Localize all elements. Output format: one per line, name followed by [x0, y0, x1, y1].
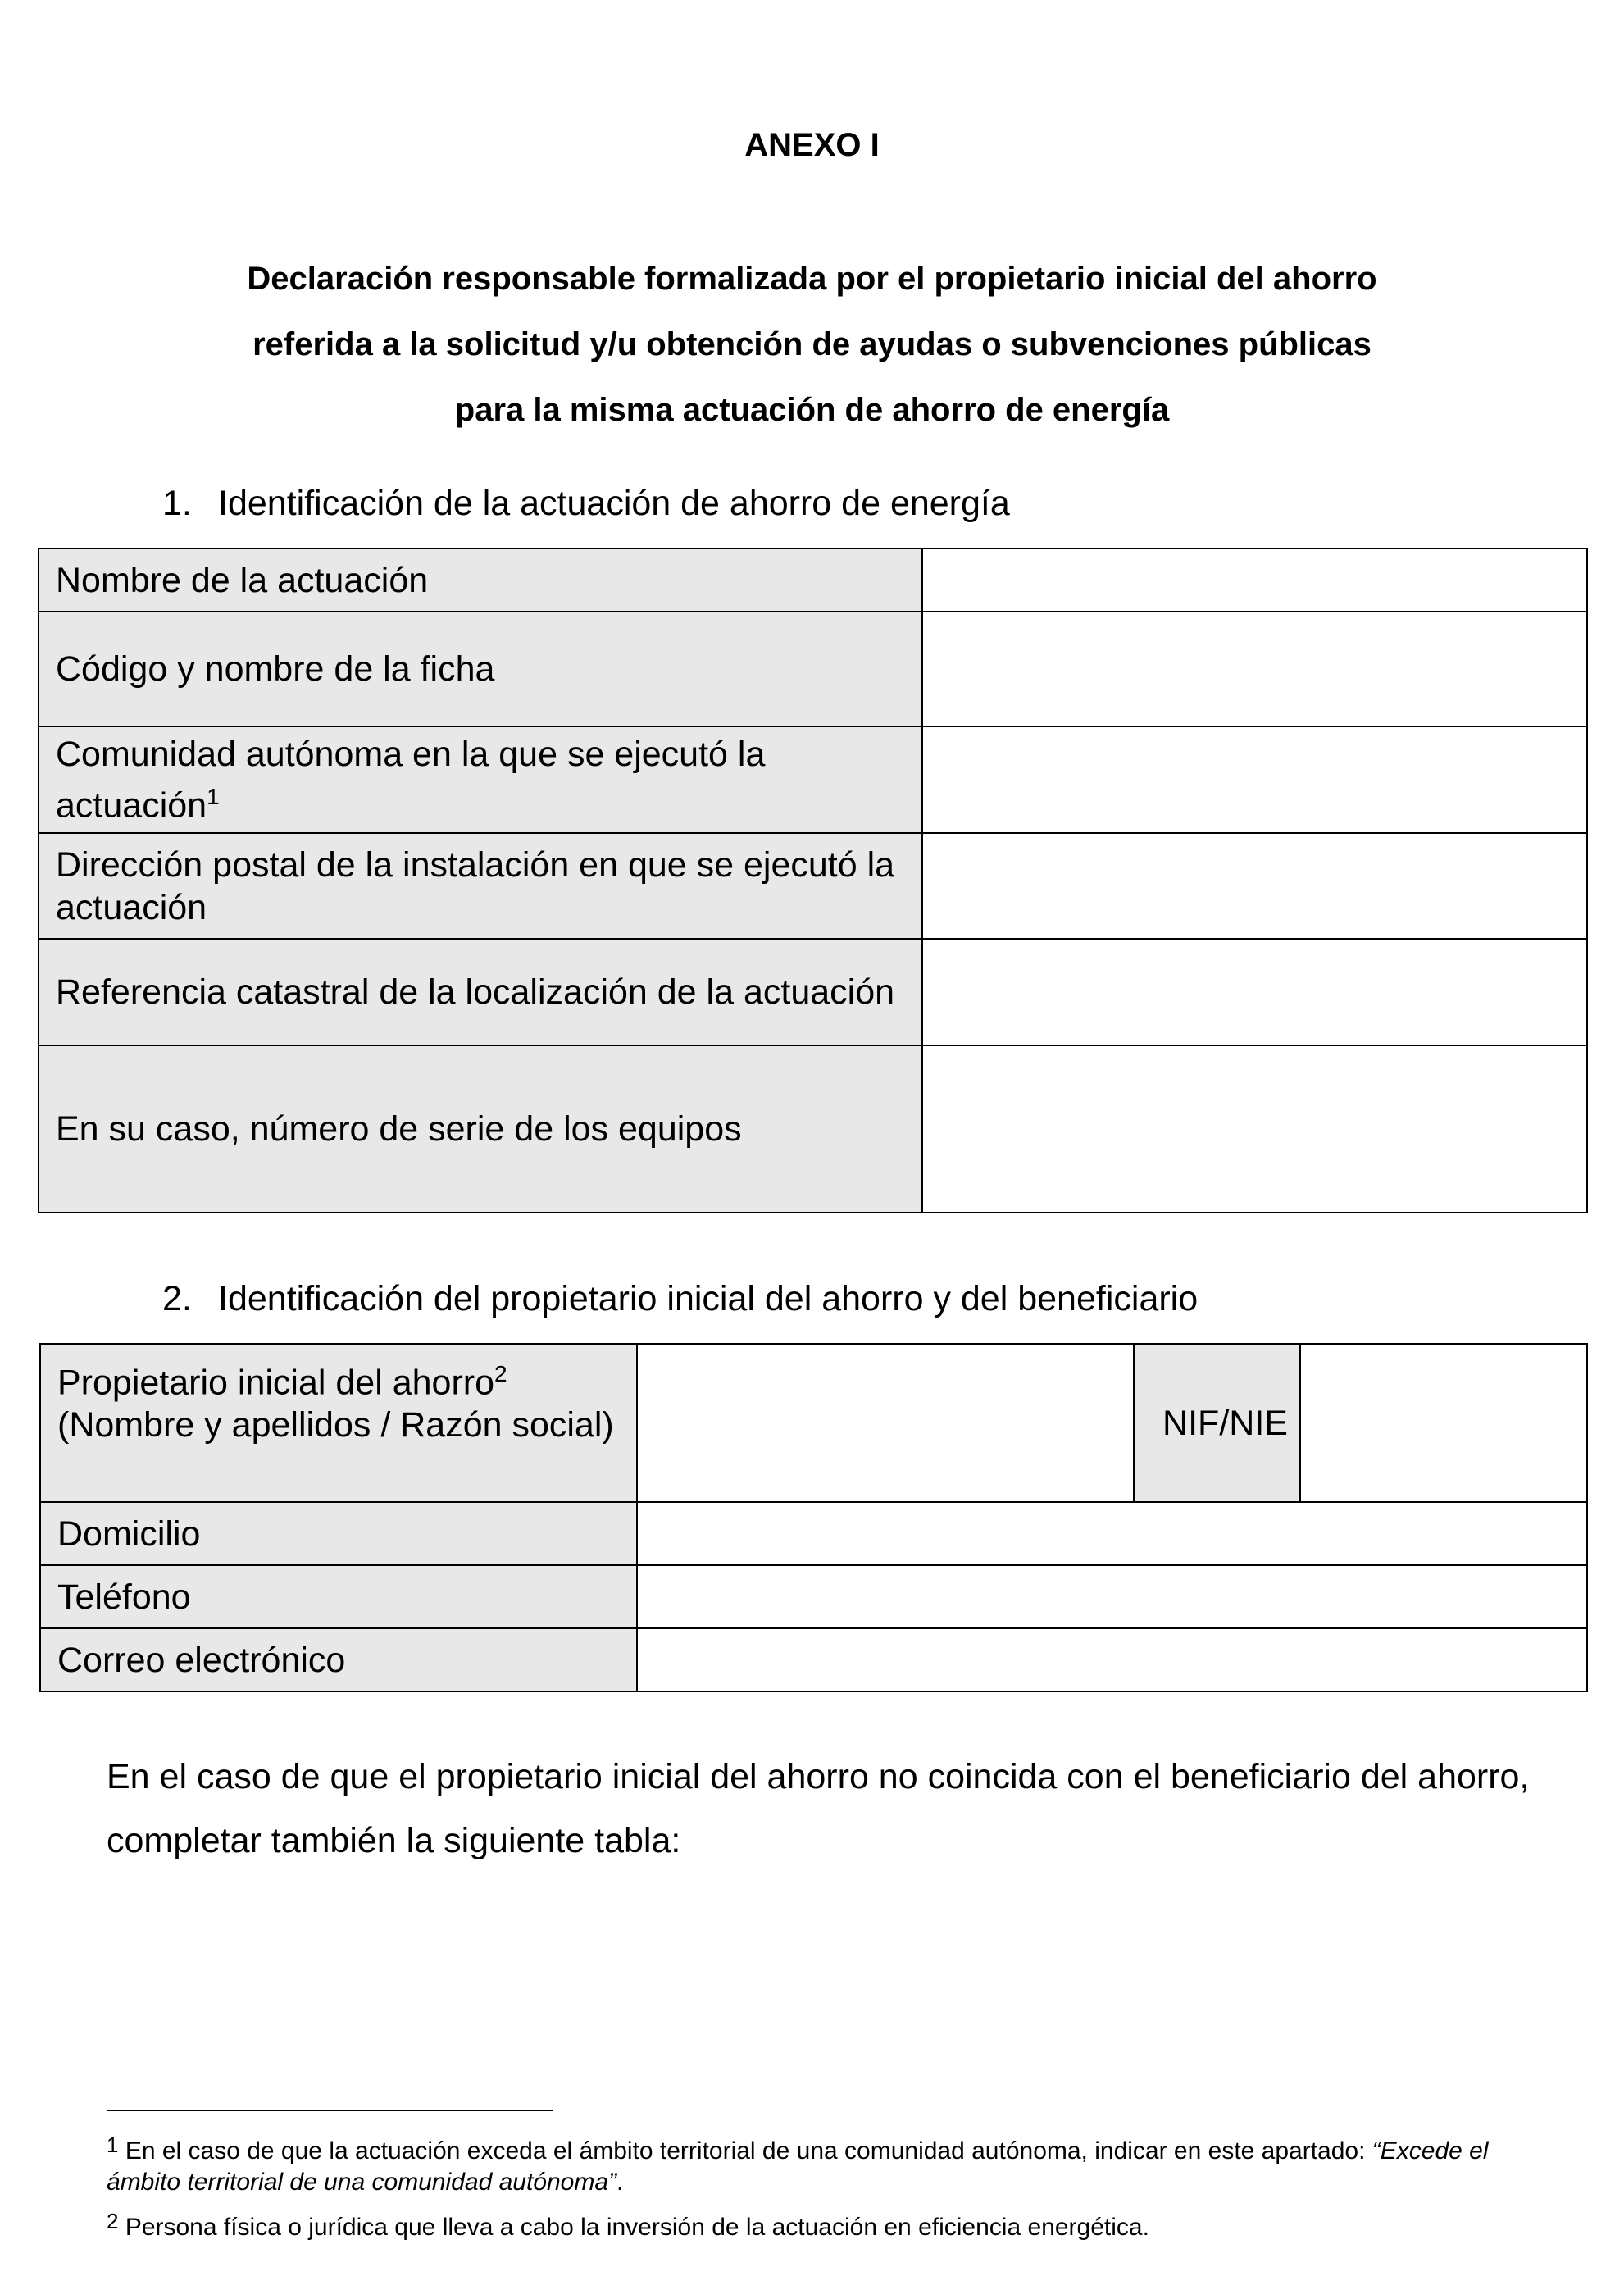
field-label	[40, 1344, 637, 1502]
section-2-heading	[162, 1279, 1198, 1319]
cadastral-reference-field[interactable]	[922, 939, 1587, 1045]
field-label: Referencia catastral de la localización de la actuación	[39, 939, 922, 1045]
table-row	[40, 1344, 1587, 1502]
table-row	[40, 1628, 1587, 1691]
postal-address-field[interactable]	[922, 833, 1587, 939]
declaration-title	[0, 246, 1624, 443]
action-name-field[interactable]	[922, 549, 1587, 612]
section-1-heading	[162, 484, 1010, 524]
table-row	[40, 1502, 1587, 1565]
field-label: Nombre de la actuación	[39, 549, 922, 612]
declaration-title-line: referida a la solicitud y/u obtención de ayudas o subvenciones públicas	[252, 326, 1372, 362]
footnote-text: En el caso de que la actuación exceda el ámbito territorial de una comunidad autónoma, indicar en este apartado:	[125, 2137, 1372, 2164]
footnote-ref: 1	[207, 783, 220, 809]
email-field[interactable]	[637, 1628, 1587, 1691]
owner-label-detail: (Nombre y apellidos / Razón social)	[57, 1405, 614, 1445]
footnote-end: .	[616, 2169, 624, 2196]
footnote-1	[107, 2133, 1549, 2198]
equipment-serial-field[interactable]	[922, 1045, 1587, 1213]
table-row	[39, 549, 1587, 612]
field-label: Dirección postal de la instalación en que se ejecutó la actuación	[39, 833, 922, 939]
field-label: Domicilio	[40, 1502, 637, 1565]
table-row	[39, 726, 1587, 833]
table-row	[39, 939, 1587, 1045]
owner-name-field[interactable]	[637, 1344, 1134, 1502]
field-label: Código y nombre de la ficha	[39, 612, 922, 726]
section-title: Identificación de la actuación de ahorro de energía	[218, 484, 1010, 523]
autonomous-community-field[interactable]	[922, 726, 1587, 833]
address-field[interactable]	[637, 1502, 1587, 1565]
table-row	[39, 1045, 1587, 1213]
field-label: Teléfono	[40, 1565, 637, 1628]
section-number: 2.	[162, 1279, 192, 1318]
field-label	[39, 726, 922, 833]
field-label: En su caso, número de serie de los equipos	[39, 1045, 922, 1213]
footnote-number: 2	[107, 2209, 119, 2233]
instruction-paragraph: En el caso de que el propietario inicial del ahorro no coincida con el beneficiario del ahorro, completar también la siguiente tabla:	[107, 1757, 1530, 1860]
footnote-ref: 2	[494, 1361, 507, 1386]
owner-label: Propietario inicial del ahorro	[57, 1363, 495, 1403]
nif-field[interactable]	[1300, 1344, 1587, 1502]
footnote-text: Persona física o jurídica que lleva a cabo la inversión de la actuación en eficiencia energética.	[125, 2214, 1149, 2241]
table-row	[39, 612, 1587, 726]
section-number: 1.	[162, 484, 192, 523]
footnote-quote: “Excede el ámbito territorial de una comunidad autónoma”	[107, 2137, 1489, 2196]
footnote-2	[107, 2209, 1549, 2243]
table-row	[40, 1565, 1587, 1628]
declaration-title-line: para la misma actuación de ahorro de energía	[454, 392, 1170, 428]
nif-label: NIF/NIE	[1134, 1344, 1300, 1502]
action-identification-table	[38, 548, 1588, 1213]
footnote-number: 1	[107, 2133, 119, 2157]
section-title: Identificación del propietario inicial del ahorro y del beneficiario	[218, 1279, 1199, 1318]
field-label: Correo electrónico	[40, 1628, 637, 1691]
field-label-text: Comunidad autónoma en la que se ejecutó la actuación	[56, 734, 766, 826]
table-row	[39, 833, 1587, 939]
owner-identification-table	[39, 1343, 1588, 1692]
phone-field[interactable]	[637, 1565, 1587, 1628]
file-code-name-field[interactable]	[922, 612, 1587, 726]
annex-title: ANEXO I	[744, 127, 880, 163]
declaration-title-line: Declaración responsable formalizada por el propietario inicial del ahorro	[247, 261, 1377, 297]
footnote-separator	[107, 2110, 553, 2111]
